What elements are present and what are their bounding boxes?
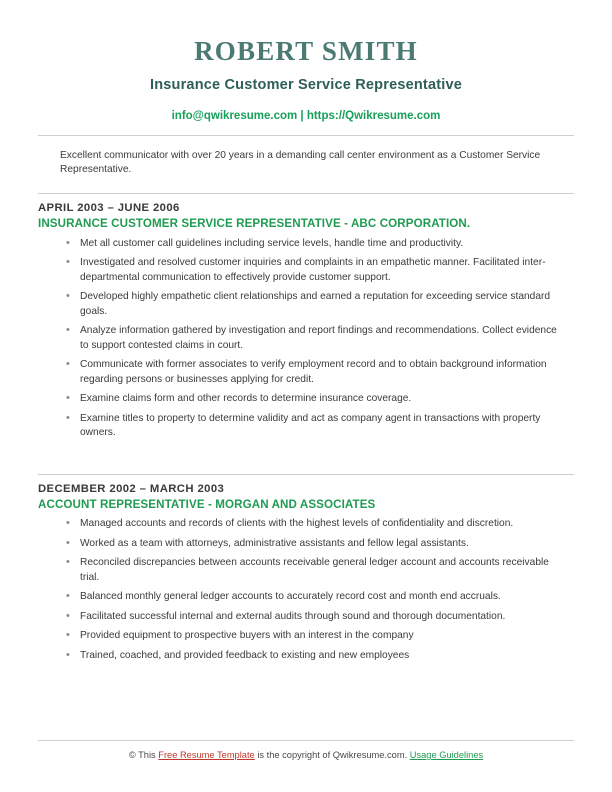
list-item: • Communicate with former associates to verify employment record and to obtain background information regarding persons or businesses applying for credit. xyxy=(66,358,566,387)
entry-dates: DECEMBER 2002 – MARCH 2003 xyxy=(38,482,225,495)
footer-prefix: © This xyxy=(128,750,159,760)
resume-body xyxy=(38,18,574,774)
candidate-name: ROBERT SMITH xyxy=(194,36,418,66)
list-item: • Trained, coached, and provided feedback to existing and new employees xyxy=(66,649,566,663)
entry-spacer xyxy=(38,446,574,459)
list-item: • Worked as a team with attorneys, administrative assistants and fellow legal assistants. xyxy=(66,537,566,551)
section-divider-2 xyxy=(38,474,574,475)
experience-entry-2 xyxy=(38,474,574,664)
usage-guidelines-link[interactable]: Usage Guidelines xyxy=(409,750,484,760)
footer-divider xyxy=(38,740,574,741)
entry-dates: APRIL 2003 – JUNE 2006 xyxy=(38,201,180,214)
list-item: • Facilitated successful internal and external audits through sound and thorough documentation. xyxy=(66,610,566,624)
list-item: • Provided equipment to prospective buyers with an interest in the company xyxy=(66,629,566,643)
entry-role: INSURANCE CUSTOMER SERVICE REPRESENTATIVE - ABC CORPORATION. xyxy=(38,216,471,230)
resume-header xyxy=(38,36,574,136)
entry-bullet-list xyxy=(38,517,574,663)
list-item: • Examine titles to property to determine validity and act as company agent in transactions with property owners. xyxy=(66,412,566,441)
entry-bullet-list xyxy=(38,237,574,441)
list-item: • Analyze information gathered by investigation and report findings and recommendations. Collect evidence to support contested claims in court. xyxy=(66,324,566,353)
list-item: • Balanced monthly general ledger accounts to accurately record cost and month end accruals. xyxy=(66,590,566,604)
list-item: • Reconciled discrepancies between accounts receivable general ledger account and accounts receivable trial. xyxy=(66,556,566,585)
section-divider-1 xyxy=(38,193,574,194)
summary-text: Excellent communicator with over 20 years in a demanding call center environment as a Customer Service Representative. xyxy=(60,150,541,176)
list-item: • Managed accounts and records of clients with the highest levels of confidentiality and discretion. xyxy=(66,517,566,531)
candidate-job-title: Insurance Customer Service Representative xyxy=(149,77,463,93)
free-resume-template-link[interactable]: Free Resume Template xyxy=(158,750,255,760)
contact-line[interactable]: info@qwikresume.com | https://Qwikresume.com xyxy=(171,110,441,122)
list-item: • Developed highly empathetic client relationships and earned a reputation for exceeding service standard goals. xyxy=(66,290,566,319)
experience-entry-1 xyxy=(38,193,574,441)
list-item: • Examine claims form and other records to determine insurance coverage. xyxy=(66,392,566,406)
footer-middle: is the copyright of Qwikresume.com. xyxy=(254,750,410,760)
header-divider xyxy=(38,135,574,136)
entry-role: ACCOUNT REPRESENTATIVE - MORGAN AND ASSOCIATES xyxy=(38,497,376,511)
page-footer xyxy=(38,740,574,760)
list-item: • Met all customer call guidelines including service levels, handle time and productivity. xyxy=(66,237,566,251)
list-item: • Investigated and resolved customer inquiries and complaints in an empathetic manner. Facilitated inter-departmental communication to effectively provide customer support. xyxy=(66,256,566,285)
